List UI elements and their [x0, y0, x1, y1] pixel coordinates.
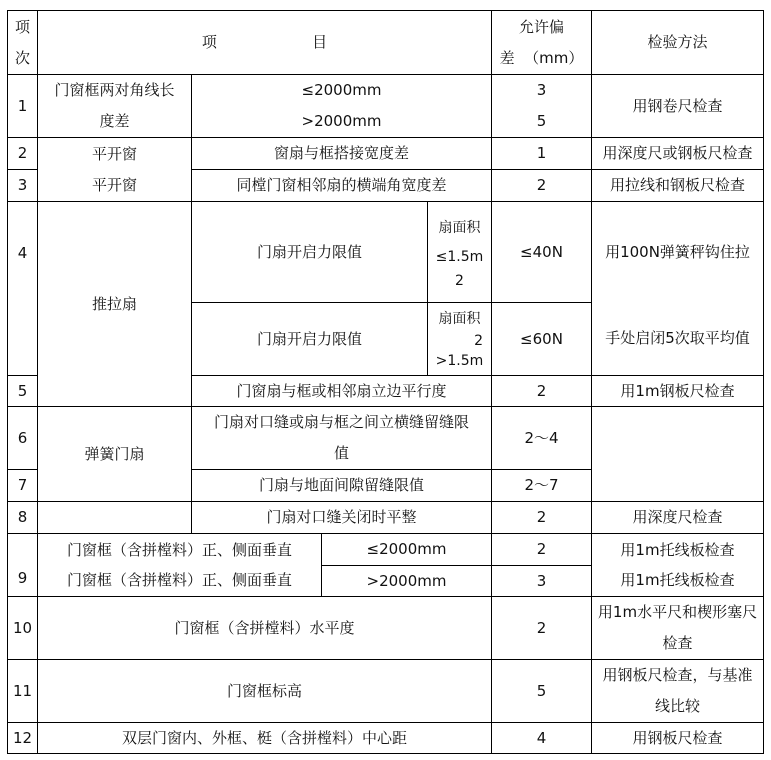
row4-method2-text: 手处启闭5次取平均值 [605, 329, 750, 347]
row6-sub-line1: 门扇对口缝或扇与框之间立横缝留缝限 [213, 413, 469, 431]
row2-method [591, 137, 764, 170]
row10-tol-text: 2 [536, 618, 547, 637]
row1-method-text: 用钢卷尺检查 [632, 96, 723, 115]
row10-no-text: 10 [12, 618, 33, 637]
row4-sub1-text: 门扇开启力限值 [256, 242, 362, 261]
header-tolerance-line2: 差 （mm） [499, 48, 584, 67]
header-no-line2: 次 [14, 48, 30, 67]
row6-tol-text: 2～4 [524, 428, 559, 447]
row3-tol-text: 2 [536, 176, 547, 194]
row8-no [7, 501, 38, 534]
row5-tol-text: 2 [536, 381, 547, 400]
row2-item-text: 平开窗 [91, 144, 137, 163]
row2-tol [491, 137, 592, 170]
row12-item [37, 722, 492, 754]
row7-no-text: 7 [17, 476, 28, 494]
row6-no [7, 406, 38, 470]
row7-sub-text: 门扇与地面间隙留缝限值 [258, 476, 424, 494]
row4-sub1 [191, 201, 428, 303]
row1-sub1: ≤2000mm [301, 81, 382, 99]
row2-no [7, 137, 38, 170]
row12-item-text: 双层门窗内、外框、梃（含拼樘料）中心距 [121, 728, 407, 747]
row1-tol2: 5 [536, 112, 547, 130]
row4-tol1-text: ≤40N [520, 242, 563, 261]
row9-tol1 [491, 533, 592, 566]
row4-area2 [427, 302, 492, 376]
row11-item-text: 门窗框标高 [226, 681, 302, 700]
row4-method1-text: 用100N弹簧秤钩住拉 [605, 243, 750, 261]
row2-sub-text: 窗扇与框搭接宽度差 [273, 144, 409, 162]
row7-sub [191, 469, 492, 502]
header-item [37, 10, 492, 75]
row1-method [591, 74, 764, 138]
row4-tol1 [491, 201, 592, 303]
row9-tol1-text: 2 [536, 540, 547, 558]
row6-sub [191, 406, 492, 470]
row4-group-text: 推拉扇 [91, 294, 137, 313]
row11-method [591, 659, 764, 723]
row2-tol-text: 1 [536, 144, 547, 162]
row1-tol [491, 74, 592, 138]
row6-group-text: 弹簧门扇 [84, 444, 145, 463]
row11-item [37, 659, 492, 723]
row3-no [7, 169, 38, 202]
row9-sub1-text: ≤2000mm [366, 540, 447, 558]
header-no-line1: 项 [14, 17, 30, 36]
row4-sub2 [191, 302, 428, 376]
row8-sub [191, 501, 492, 534]
row5-no-text: 5 [17, 381, 28, 400]
header-item-label: 项 目 [201, 33, 328, 51]
row7-tol-text: 2～7 [524, 476, 559, 494]
row6-group [37, 406, 192, 502]
header-tolerance-line1: 允许偏 [518, 17, 564, 36]
row10-method-line2: 检查 [662, 634, 693, 652]
header-method-label: 检验方法 [647, 33, 708, 51]
row12-no-text: 12 [12, 728, 33, 747]
row10-item [37, 596, 492, 660]
row1-item [37, 74, 192, 138]
row4-tol2-text: ≤60N [520, 329, 563, 348]
row4-method1 [591, 201, 764, 303]
row4-area1-line2: ≤1.5m [435, 248, 484, 265]
row9-sub2 [321, 565, 492, 597]
row11-method-line1: 用钢板尺检查，与基准 [602, 666, 753, 684]
row8-method-text: 用深度尺检查 [632, 508, 723, 526]
row3-sub [191, 169, 492, 202]
row10-method [591, 596, 764, 660]
row4-sub2-text: 门扇开启力限值 [256, 329, 362, 348]
row6-sub-line2: 值 [333, 444, 349, 462]
row9-method1-text: 用1m托线板检查 [620, 540, 735, 559]
row9-method2-text: 用1m托线板检查 [620, 571, 735, 589]
row4-tol2 [491, 302, 592, 376]
row4-area1-line3: 2 [455, 272, 464, 289]
row4-no [7, 201, 38, 376]
row9-sub2-text: >2000mm [366, 571, 447, 590]
row3-item-text: 平开窗 [91, 175, 137, 194]
row4-area2-line1: 扇面积 [438, 311, 481, 327]
row1-item-line1: 门窗框两对角线长 [54, 81, 175, 99]
row11-tol-text: 5 [536, 681, 547, 700]
row11-tol [491, 659, 592, 723]
row4-area1 [427, 201, 492, 303]
row9-method1 [591, 533, 764, 566]
row1-no-text: 1 [17, 96, 28, 115]
row1-no [7, 74, 38, 138]
row3-method [591, 169, 764, 202]
row2-no-text: 2 [17, 144, 28, 162]
row9-item2 [37, 565, 322, 597]
row7-tol [491, 469, 592, 502]
row10-tol [491, 596, 592, 660]
row3-method-text: 用拉线和钢板尺检查 [609, 176, 745, 194]
row2-sub [191, 137, 492, 170]
row5-sub [191, 375, 492, 407]
row9-no [7, 533, 38, 597]
row9-item1 [37, 533, 322, 566]
row9-no-text: 9 [17, 569, 28, 587]
row4-area1-line1: 扇面积 [438, 219, 481, 236]
row6-7-method-empty [591, 406, 764, 502]
row5-method-text: 用1m钢板尺检查 [620, 381, 735, 400]
row8-method [591, 501, 764, 534]
row8-tol [491, 501, 592, 534]
row8-sub-text: 门扇对口缝关闭时平整 [266, 508, 417, 526]
row4-area2-line3: >1.5m [435, 353, 484, 369]
row1-tol1: 3 [536, 81, 547, 99]
header-method [591, 10, 764, 75]
row4-no-text: 4 [17, 244, 28, 262]
row4-area2-line2: 2 [474, 333, 483, 349]
row1-sub2: >2000mm [301, 112, 382, 130]
row5-sub-text: 门窗扇与框或相邻扇立边平行度 [236, 381, 447, 400]
row11-no-text: 11 [12, 681, 33, 700]
header-tolerance [491, 10, 592, 75]
row1-sub [191, 74, 492, 138]
row10-item-text: 门窗框（含拼樘料）水平度 [174, 618, 355, 637]
row6-tol [491, 406, 592, 470]
row4-method2 [591, 302, 764, 376]
row5-method [591, 375, 764, 407]
row8-tol-text: 2 [536, 508, 547, 526]
row3-item [37, 169, 192, 202]
row3-sub-text: 同樘门窗相邻扇的横端角宽度差 [236, 176, 447, 194]
row8-no-text: 8 [17, 508, 28, 526]
row11-method-line2: 线比较 [654, 697, 700, 715]
row5-tol [491, 375, 592, 407]
row9-method2 [591, 565, 764, 597]
header-no [7, 10, 38, 75]
row10-method-line1: 用1m水平尺和楔形塞尺 [597, 603, 758, 621]
row9-tol2-text: 3 [536, 571, 547, 590]
row2-method-text: 用深度尺或钢板尺检查 [602, 144, 753, 162]
row12-method-text: 用钢板尺检查 [632, 728, 723, 747]
row6-no-text: 6 [17, 428, 28, 447]
row11-no [7, 659, 38, 723]
row12-tol [491, 722, 592, 754]
row9-item1-text: 门窗框（含拼樘料）正、侧面垂直 [66, 540, 292, 559]
row2-item [37, 137, 192, 170]
row9-sub1 [321, 533, 492, 566]
row3-no-text: 3 [17, 176, 28, 194]
row10-no [7, 596, 38, 660]
row12-tol-text: 4 [536, 728, 547, 747]
row9-tol2 [491, 565, 592, 597]
row12-method [591, 722, 764, 754]
row4-group [37, 201, 192, 407]
row7-no [7, 469, 38, 502]
row5-no [7, 375, 38, 407]
row3-tol [491, 169, 592, 202]
row9-item2-text: 门窗框（含拼樘料）正、侧面垂直 [66, 571, 292, 589]
row12-no [7, 722, 38, 754]
row1-item-line2: 度差 [99, 112, 130, 130]
